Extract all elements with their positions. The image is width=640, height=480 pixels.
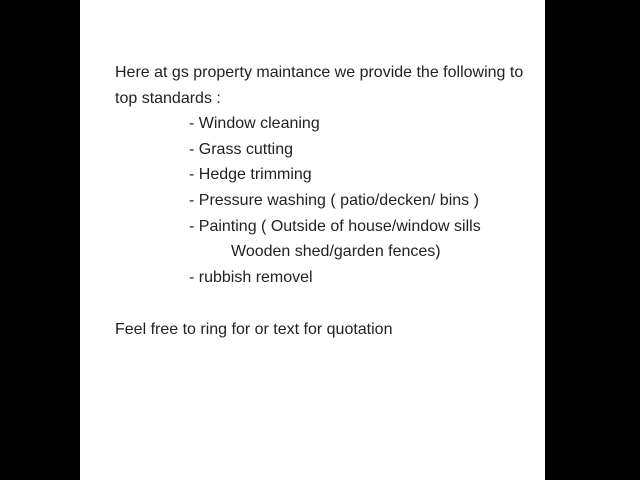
service-window-cleaning: - Window cleaning xyxy=(189,115,320,132)
service-grass-cutting: - Grass cutting xyxy=(189,141,294,158)
service-pressure-washing: - Pressure washing ( patio/decken/ bins ) xyxy=(189,192,479,209)
service-rubbish-removal: - rubbish removel xyxy=(189,269,313,286)
intro-line-2: top standards : xyxy=(115,90,221,107)
service-hedge-trimming: - Hedge trimming xyxy=(189,166,312,183)
intro-line-1: Here at gs property maintance we provide the following to xyxy=(115,64,524,81)
document-page xyxy=(80,0,545,480)
closing-line: Feel free to ring for or text for quotation xyxy=(115,321,393,338)
service-painting: - Painting ( Outside of house/window sills xyxy=(189,218,481,235)
service-painting-continued: Wooden shed/garden fences) xyxy=(231,243,441,260)
